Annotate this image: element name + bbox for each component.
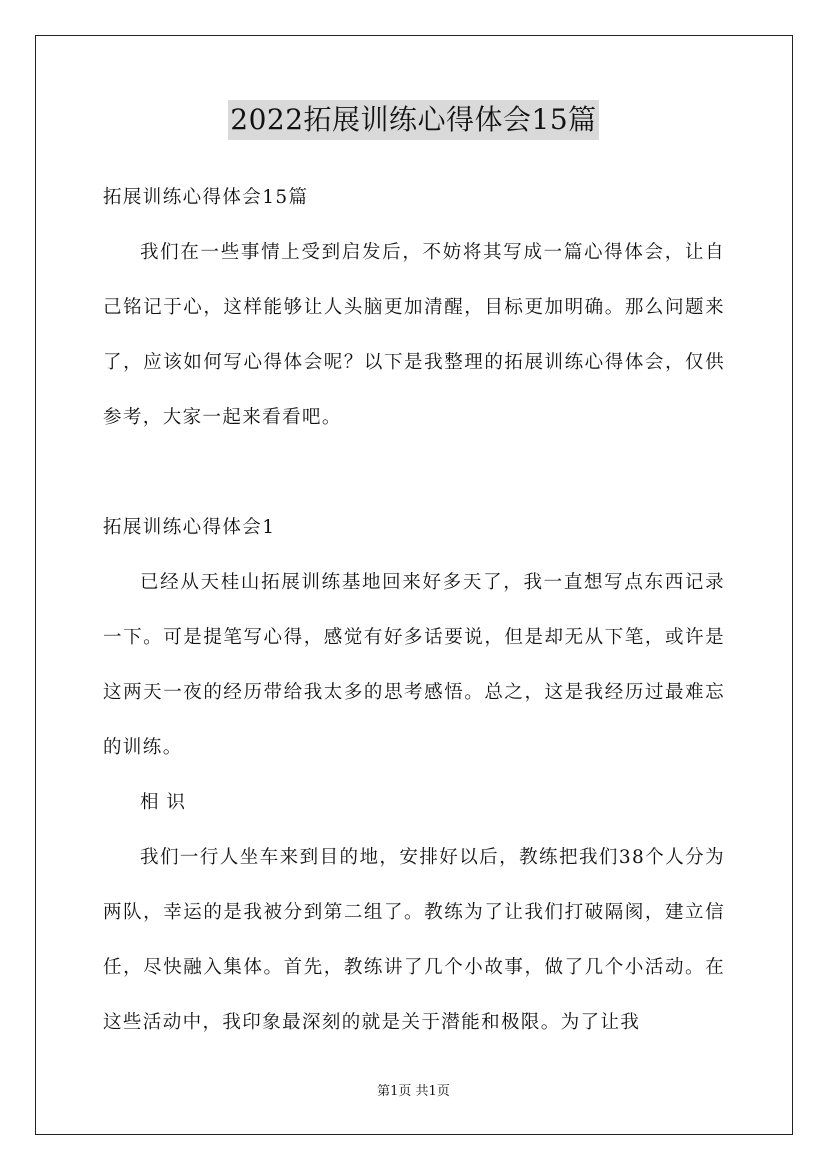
section-paragraph: 已经从天桂山拓展训练基地回来好多天了，我一直想写点东西记录一下。可是提笔写心得，感觉有好多话要说，但是却无从下笔，或许是这两天一夜的经历带给我太多的思考感悟。总之，这是我经历过最难忘的训练。	[103, 572, 725, 758]
document-body	[103, 170, 725, 1050]
title-container	[0, 100, 827, 140]
page-footer: 第1页 共1页	[377, 1084, 450, 1099]
section-paragraph: 我们一行人坐车来到目的地，安排好以后，教练把我们38个人分为两队，幸运的是我被分到第二组了。教练为了让我们打破隔阂，建立信任，尽快融入集体。首先，教练讲了几个小故事，做了几个小活动。在这些活动中，我印象最深刻的就是关于潜能和极限。为了让我	[103, 847, 725, 1033]
document-title: 2022拓展训练心得体会15篇	[228, 100, 598, 140]
section-heading: 拓展训练心得体会1	[103, 517, 276, 538]
section-subheading: 相识	[140, 792, 194, 813]
intro-paragraph: 我们在一些事情上受到启发后，不妨将其写成一篇心得体会，让自己铭记于心，这样能够让人头脑更加清醒，目标更加明确。那么问题来了，应该如何写心得体会呢？以下是我整理的拓展训练心得体会，仅供参考，大家一起来看看吧。	[103, 242, 725, 428]
document-subtitle: 拓展训练心得体会15篇	[103, 187, 309, 208]
